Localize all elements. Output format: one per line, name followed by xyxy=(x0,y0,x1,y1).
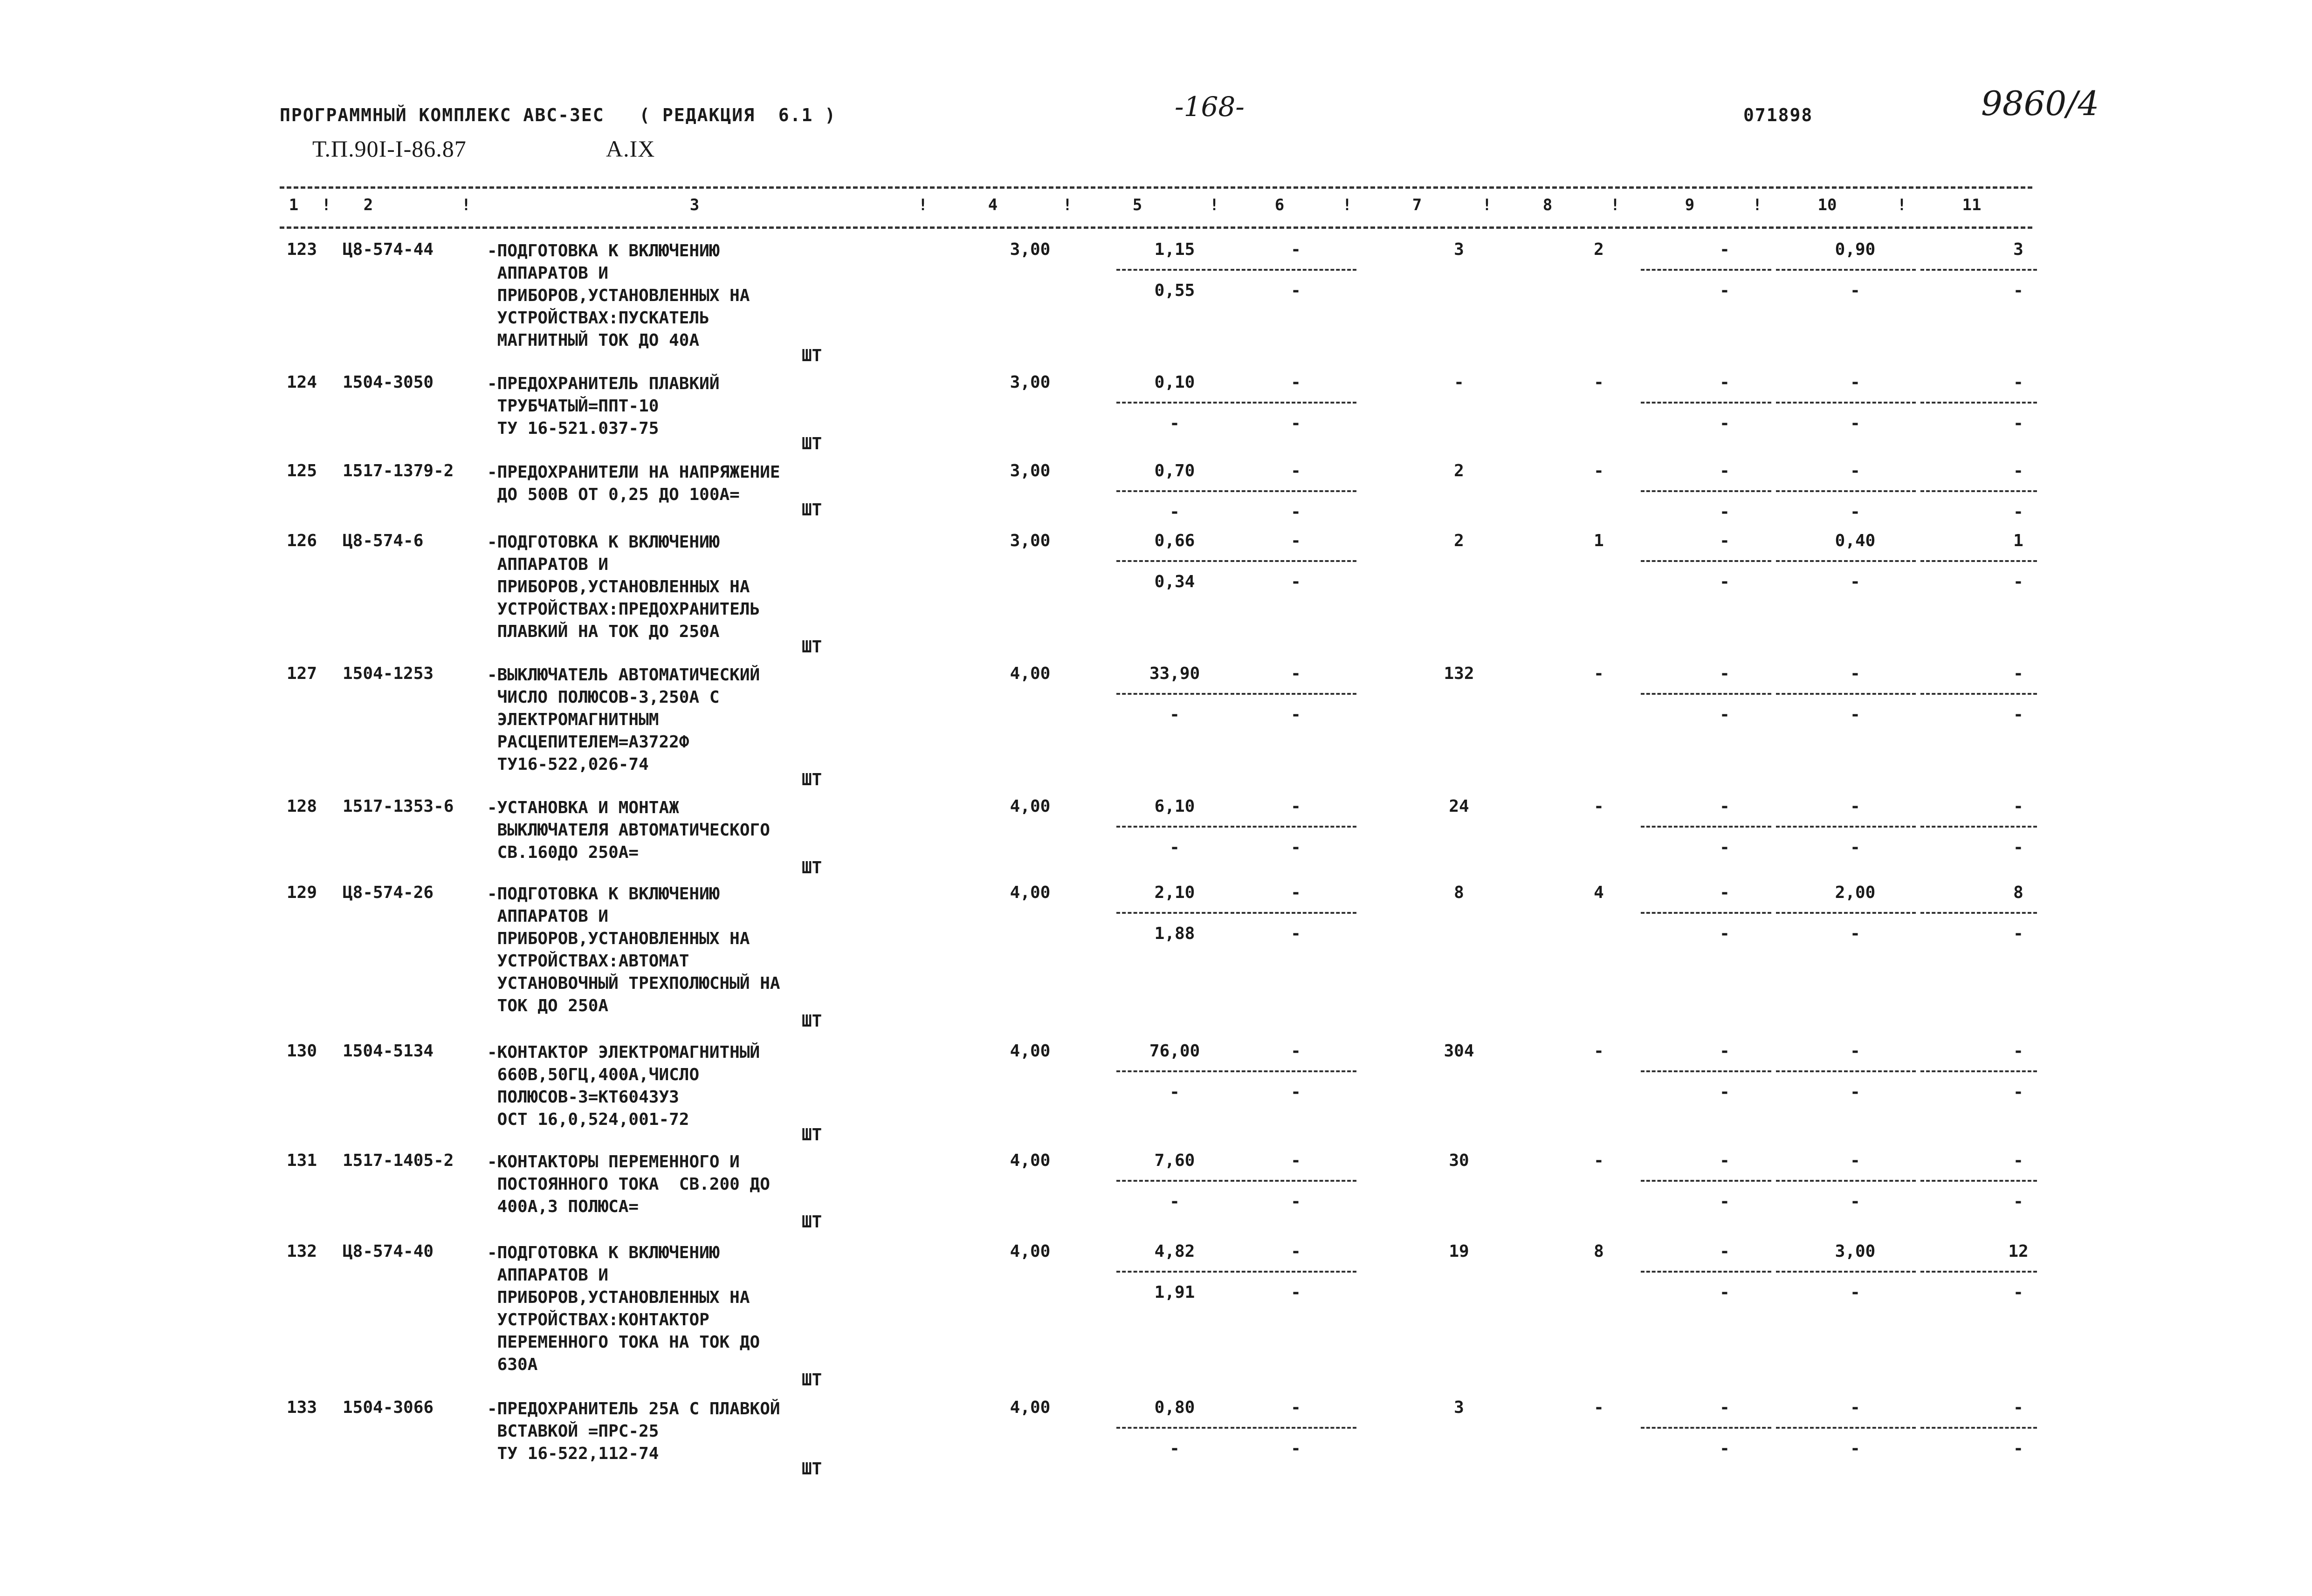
cell-col6-bottom: - xyxy=(1291,1192,1301,1211)
cell-col6-bottom: - xyxy=(1291,572,1301,591)
resource-code: Ц8-574-44 xyxy=(343,240,434,259)
cell-col10-bottom: - xyxy=(1850,838,1860,857)
cell-col7: 2 xyxy=(1454,531,1464,550)
cell-col9-top: - xyxy=(1720,240,1730,259)
cell-underline xyxy=(1920,826,2037,828)
row-number: 123 xyxy=(287,240,317,259)
table-top-rule xyxy=(280,186,2032,189)
resource-code: Ц8-574-40 xyxy=(343,1242,434,1261)
cell-underline xyxy=(1641,402,1771,404)
cell-col9-top: - xyxy=(1720,1151,1730,1170)
cell-col10-bottom: - xyxy=(1850,414,1860,433)
cell-underline xyxy=(1641,1271,1771,1273)
cell-col8: 2 xyxy=(1594,240,1604,259)
cell-col10-top: - xyxy=(1850,1151,1860,1170)
cell-col11-bottom: - xyxy=(2013,1192,2023,1211)
cell-underline xyxy=(1920,1427,2037,1429)
cell-col7: 24 xyxy=(1449,797,1469,816)
cell-col5-bottom: 1,91 xyxy=(1154,1283,1195,1302)
column-separator: ! xyxy=(461,196,471,214)
column-separator: ! xyxy=(1752,196,1762,214)
cell-col11-bottom: - xyxy=(2013,924,2023,943)
cell-col4: 4,00 xyxy=(1010,1041,1051,1061)
cell-col10-bottom: - xyxy=(1850,1192,1860,1211)
cell-col6-bottom: - xyxy=(1291,281,1301,300)
column-header-6: 6 xyxy=(1274,196,1285,214)
cell-underline xyxy=(1231,1427,1356,1429)
item-description: -ПОДГОТОВКА К ВКЛЮЧЕНИЮ АППАРАТОВ И ПРИБОРОВ,УСТАНОВЛЕННЫХ НА УСТРОЙСТВАХ:ПРЕДОХРАНИТЕЛЬ ПЛАВКИЙ НА ТОК ДО 250А xyxy=(487,533,760,641)
unit-label: ШТ xyxy=(802,858,822,877)
cell-col8: 4 xyxy=(1594,883,1604,902)
cell-col5-bottom: 1,88 xyxy=(1154,924,1195,943)
cell-col5-bottom: - xyxy=(1170,1439,1180,1458)
cell-col4: 3,00 xyxy=(1010,373,1051,392)
column-header-8: 8 xyxy=(1542,196,1553,214)
cell-col4: 3,00 xyxy=(1010,461,1051,480)
item-description: -КОНТАКТОР ЭЛЕКТРОМАГНИТНЫЙ 660В,50ГЦ,400А,ЧИСЛО ПОЛЮСОВ-3=КТ6043У3 ОСТ 16,0,524,001-72 xyxy=(487,1043,760,1129)
cell-col9-bottom: - xyxy=(1720,281,1730,300)
cell-col6-bottom: - xyxy=(1291,502,1301,521)
cell-col9-top: - xyxy=(1720,1398,1730,1417)
cell-col11-top: 1 xyxy=(2013,531,2023,550)
cell-col6-top: - xyxy=(1291,240,1301,259)
column-separator: ! xyxy=(1062,196,1073,214)
row-number: 130 xyxy=(287,1041,317,1061)
cell-col8: - xyxy=(1594,1151,1604,1170)
row-number: 133 xyxy=(287,1398,317,1417)
cell-col6-bottom: - xyxy=(1291,924,1301,943)
cell-col7: 8 xyxy=(1454,883,1464,902)
cell-col5-top: 4,82 xyxy=(1154,1242,1195,1261)
row-number: 127 xyxy=(287,664,317,683)
resource-code: 1517-1353-6 xyxy=(343,797,454,816)
item-description: -КОНТАКТОРЫ ПЕРЕМЕННОГО И ПОСТОЯННОГО ТОКА СВ.200 ДО 400А,3 ПОЛЮСА= xyxy=(487,1152,770,1216)
column-separator: ! xyxy=(918,196,928,214)
cell-underline xyxy=(1776,1070,1916,1072)
cell-underline xyxy=(1920,490,2037,492)
cell-underline xyxy=(1920,560,2037,562)
cell-underline xyxy=(1231,693,1356,695)
cell-col9-bottom: - xyxy=(1720,1192,1730,1211)
cell-col9-bottom: - xyxy=(1720,705,1730,724)
cell-col9-bottom: - xyxy=(1720,1082,1730,1102)
cell-col8: - xyxy=(1594,664,1604,683)
cell-col10-top: 3,00 xyxy=(1835,1242,1876,1261)
cell-col11-bottom: - xyxy=(2013,838,2023,857)
cell-col9-top: - xyxy=(1720,531,1730,550)
item-description: -ПРЕДОХРАНИТЕЛЬ ПЛАВКИЙ ТРУБЧАТЫЙ=ППТ-10 ТУ 16-521.037-75 xyxy=(487,374,720,438)
cell-col11-top: - xyxy=(2013,1041,2023,1061)
cell-col7: 19 xyxy=(1449,1242,1469,1261)
cell-col6-top: - xyxy=(1291,1242,1301,1261)
document-code: 071898 xyxy=(1743,105,1813,125)
cell-col7: - xyxy=(1454,373,1464,392)
cell-col10-top: - xyxy=(1850,664,1860,683)
cell-col11-top: - xyxy=(2013,1151,2023,1170)
cell-underline xyxy=(1776,402,1916,404)
cell-col6-bottom: - xyxy=(1291,414,1301,433)
cell-col10-top: 0,90 xyxy=(1835,240,1876,259)
cell-underline xyxy=(1776,560,1916,562)
cell-col9-top: - xyxy=(1720,664,1730,683)
cell-col7: 30 xyxy=(1449,1151,1469,1170)
resource-code: Ц8-574-26 xyxy=(343,883,434,902)
cell-col6-top: - xyxy=(1291,461,1301,480)
cell-underline xyxy=(1920,1271,2037,1273)
cell-col10-bottom: - xyxy=(1850,924,1860,943)
item-description: -ПРЕДОХРАНИТЕЛИ НА НАПРЯЖЕНИЕ ДО 500В ОТ 0,25 ДО 100А= xyxy=(487,463,780,504)
cell-col4: 3,00 xyxy=(1010,531,1051,550)
cell-underline xyxy=(1920,269,2037,271)
column-header-9: 9 xyxy=(1685,196,1695,214)
cell-col6-top: - xyxy=(1291,1151,1301,1170)
cell-col11-bottom: - xyxy=(2013,281,2023,300)
cell-underline xyxy=(1116,693,1228,695)
cell-col10-bottom: - xyxy=(1850,572,1860,591)
column-header-3: 3 xyxy=(689,196,700,214)
cell-underline xyxy=(1776,1427,1916,1429)
column-separator: ! xyxy=(321,196,331,214)
cell-col5-bottom: - xyxy=(1170,1192,1180,1211)
cell-underline xyxy=(1920,402,2037,404)
cell-col9-bottom: - xyxy=(1720,1439,1730,1458)
resource-code: 1504-3050 xyxy=(343,373,434,392)
cell-col11-bottom: - xyxy=(2013,572,2023,591)
row-number: 124 xyxy=(287,373,317,392)
cell-col9-bottom: - xyxy=(1720,1283,1730,1302)
resource-code: 1504-5134 xyxy=(343,1041,434,1061)
resource-code: 1504-3066 xyxy=(343,1398,434,1417)
cell-col5-top: 0,10 xyxy=(1154,373,1195,392)
cell-col5-top: 76,00 xyxy=(1149,1041,1200,1061)
column-header-11: 11 xyxy=(1962,196,1982,214)
cell-col10-bottom: - xyxy=(1850,1439,1860,1458)
unit-label: ШТ xyxy=(802,637,822,657)
cell-col6-bottom: - xyxy=(1291,1082,1301,1102)
cell-underline xyxy=(1116,1180,1228,1182)
cell-col5-top: 0,80 xyxy=(1154,1398,1195,1417)
cell-underline xyxy=(1920,912,2037,914)
column-header-10: 10 xyxy=(1817,196,1837,214)
cell-col4: 4,00 xyxy=(1010,883,1051,902)
unit-label: ШТ xyxy=(802,1125,822,1144)
table-header-rule xyxy=(280,226,2032,229)
cell-underline xyxy=(1116,402,1228,404)
cell-col10-bottom: - xyxy=(1850,1283,1860,1302)
cell-col10-top: - xyxy=(1850,797,1860,816)
cell-col5-bottom: - xyxy=(1170,502,1180,521)
cell-col4: 3,00 xyxy=(1010,240,1051,259)
cell-underline xyxy=(1920,1180,2037,1182)
cell-underline xyxy=(1231,912,1356,914)
cell-underline xyxy=(1116,1070,1228,1072)
cell-underline xyxy=(1116,826,1228,828)
cell-col8: 8 xyxy=(1594,1242,1604,1261)
cell-underline xyxy=(1641,1427,1771,1429)
cell-col8: - xyxy=(1594,797,1604,816)
unit-label: ШТ xyxy=(802,1370,822,1390)
item-description: -ПРЕДОХРАНИТЕЛЬ 25А С ПЛАВКОЙ ВСТАВКОЙ =ПРС-25 ТУ 16-522,112-74 xyxy=(487,1399,780,1463)
item-description: -ПОДГОТОВКА К ВКЛЮЧЕНИЮ АППАРАТОВ И ПРИБОРОВ,УСТАНОВЛЕННЫХ НА УСТРОЙСТВАХ:АВТОМАТ УСТАНОВОЧНЫЙ ТРЕХПОЛЮСНЫЙ НА ТОК ДО 250А xyxy=(487,884,780,1015)
cell-col5-bottom: 0,55 xyxy=(1154,281,1195,300)
column-separator: ! xyxy=(1482,196,1492,214)
cell-col11-bottom: - xyxy=(2013,414,2023,433)
cell-col11-bottom: - xyxy=(2013,1283,2023,1302)
resource-code: 1504-1253 xyxy=(343,664,434,683)
unit-label: ШТ xyxy=(802,346,822,365)
cell-col10-top: 0,40 xyxy=(1835,531,1876,550)
cell-underline xyxy=(1116,1427,1228,1429)
cell-underline xyxy=(1641,490,1771,492)
cell-underline xyxy=(1776,1271,1916,1273)
column-separator: ! xyxy=(1897,196,1907,214)
cell-col5-bottom: - xyxy=(1170,838,1180,857)
column-header-7: 7 xyxy=(1412,196,1422,214)
cell-col6-bottom: - xyxy=(1291,705,1301,724)
unit-label: ШТ xyxy=(802,1212,822,1232)
cell-underline xyxy=(1641,826,1771,828)
cell-col9-bottom: - xyxy=(1720,838,1730,857)
cell-col6-top: - xyxy=(1291,1041,1301,1061)
cell-col8: - xyxy=(1594,461,1604,480)
unit-label: ШТ xyxy=(802,1459,822,1479)
column-header-1: 1 xyxy=(289,196,299,214)
cell-underline xyxy=(1231,490,1356,492)
unit-label: ШТ xyxy=(802,770,822,789)
cell-underline xyxy=(1231,826,1356,828)
cell-underline xyxy=(1641,560,1771,562)
cell-col9-top: - xyxy=(1720,1041,1730,1061)
column-separator: ! xyxy=(1342,196,1352,214)
cell-col10-top: - xyxy=(1850,1041,1860,1061)
item-description: -ПОДГОТОВКА К ВКЛЮЧЕНИЮ АППАРАТОВ И ПРИБОРОВ,УСТАНОВЛЕННЫХ НА УСТРОЙСТВАХ:КОНТАКТОР ПЕРЕМЕННОГО ТОКА НА ТОК ДО 630А xyxy=(487,1243,760,1374)
cell-underline xyxy=(1231,1070,1356,1072)
cell-col9-bottom: - xyxy=(1720,502,1730,521)
cell-col11-bottom: - xyxy=(2013,705,2023,724)
cell-col5-top: 7,60 xyxy=(1154,1151,1195,1170)
column-header-5: 5 xyxy=(1132,196,1142,214)
row-number: 128 xyxy=(287,797,317,816)
cell-underline xyxy=(1116,490,1228,492)
cell-col5-top: 0,66 xyxy=(1154,531,1195,550)
cell-underline xyxy=(1776,269,1916,271)
cell-col7: 3 xyxy=(1454,240,1464,259)
cell-col11-top: 12 xyxy=(2008,1242,2029,1261)
cell-underline xyxy=(1776,490,1916,492)
cell-underline xyxy=(1641,1180,1771,1182)
cell-col9-bottom: - xyxy=(1720,572,1730,591)
cell-col11-top: - xyxy=(2013,461,2023,480)
cell-underline xyxy=(1920,1070,2037,1072)
cell-col4: 4,00 xyxy=(1010,1151,1051,1170)
cell-col8: 1 xyxy=(1594,531,1604,550)
cell-underline xyxy=(1116,269,1228,271)
cell-col9-top: - xyxy=(1720,373,1730,392)
cell-col5-bottom: - xyxy=(1170,1082,1180,1102)
cell-col5-top: 0,70 xyxy=(1154,461,1195,480)
cell-underline xyxy=(1776,693,1916,695)
cell-col6-top: - xyxy=(1291,1398,1301,1417)
column-separator: ! xyxy=(1610,196,1620,214)
item-description: -ПОДГОТОВКА К ВКЛЮЧЕНИЮ АППАРАТОВ И ПРИБОРОВ,УСТАНОВЛЕННЫХ НА УСТРОЙСТВАХ:ПУСКАТЕЛЬ МАГНИТНЫЙ ТОК ДО 40А xyxy=(487,241,750,350)
cell-col9-top: - xyxy=(1720,461,1730,480)
cell-col11-top: 8 xyxy=(2013,883,2023,902)
cell-col6-top: - xyxy=(1291,797,1301,816)
cell-col6-top: - xyxy=(1291,664,1301,683)
cell-col11-bottom: - xyxy=(2013,1082,2023,1102)
column-header-2: 2 xyxy=(363,196,373,214)
cell-col6-top: - xyxy=(1291,531,1301,550)
cell-underline xyxy=(1231,560,1356,562)
cell-col11-top: - xyxy=(2013,373,2023,392)
project-code: Т.П.90I-I-86.87 xyxy=(312,136,467,162)
cell-underline xyxy=(1116,912,1228,914)
cell-col10-top: - xyxy=(1850,373,1860,392)
cell-col11-top: - xyxy=(2013,664,2023,683)
cell-col10-bottom: - xyxy=(1850,1082,1860,1102)
item-description: -ВЫКЛЮЧАТЕЛЬ АВТОМАТИЧЕСКИЙ ЧИСЛО ПОЛЮСОВ-3,250А С ЭЛЕКТРОМАГНИТНЫМ РАСЦЕПИТЕЛЕМ=А3722Ф ТУ16-522,026-74 xyxy=(487,665,760,774)
cell-col9-top: - xyxy=(1720,1242,1730,1261)
cell-underline xyxy=(1920,693,2037,695)
cell-underline xyxy=(1116,560,1228,562)
album-number: А.IX xyxy=(606,136,655,162)
cell-underline xyxy=(1231,1180,1356,1182)
row-number: 131 xyxy=(287,1151,317,1170)
cell-underline xyxy=(1776,826,1916,828)
cell-col5-top: 6,10 xyxy=(1154,797,1195,816)
cell-col9-top: - xyxy=(1720,883,1730,902)
resource-code: 1517-1379-2 xyxy=(343,461,454,480)
column-header-4: 4 xyxy=(988,196,998,214)
cell-col9-bottom: - xyxy=(1720,924,1730,943)
cell-underline xyxy=(1116,1271,1228,1273)
cell-col11-top: - xyxy=(2013,797,2023,816)
cell-underline xyxy=(1231,402,1356,404)
cell-col5-top: 33,90 xyxy=(1149,664,1200,683)
cell-col8: - xyxy=(1594,373,1604,392)
cell-col4: 4,00 xyxy=(1010,1242,1051,1261)
cell-col9-bottom: - xyxy=(1720,414,1730,433)
cell-col5-bottom: 0,34 xyxy=(1154,572,1195,591)
cell-col6-top: - xyxy=(1291,883,1301,902)
cell-col6-bottom: - xyxy=(1291,1439,1301,1458)
resource-code: Ц8-574-6 xyxy=(343,531,424,550)
cell-underline xyxy=(1641,269,1771,271)
document-number: 9860/4 xyxy=(1981,84,2099,123)
cell-col10-top: 2,00 xyxy=(1835,883,1876,902)
unit-label: ШТ xyxy=(802,434,822,453)
cell-underline xyxy=(1641,1070,1771,1072)
cell-col6-top: - xyxy=(1291,373,1301,392)
cell-col11-top: 3 xyxy=(2013,240,2023,259)
cell-col10-top: - xyxy=(1850,1398,1860,1417)
cell-col5-bottom: - xyxy=(1170,414,1180,433)
cell-col8: - xyxy=(1594,1398,1604,1417)
cell-col7: 2 xyxy=(1454,461,1464,480)
row-number: 125 xyxy=(287,461,317,480)
cell-col10-bottom: - xyxy=(1850,502,1860,521)
unit-label: ШТ xyxy=(802,500,822,520)
unit-label: ШТ xyxy=(802,1012,822,1031)
cell-underline xyxy=(1776,1180,1916,1182)
cell-underline xyxy=(1641,912,1771,914)
cell-col4: 4,00 xyxy=(1010,1398,1051,1417)
cell-col9-top: - xyxy=(1720,797,1730,816)
row-number: 126 xyxy=(287,531,317,550)
resource-code: 1517-1405-2 xyxy=(343,1151,454,1170)
cell-col11-bottom: - xyxy=(2013,1439,2023,1458)
program-title: ПРОГРАММНЫЙ КОМПЛЕКС АВС-3ЕС ( РЕДАКЦИЯ 6.1 ) xyxy=(280,105,837,125)
page-mark: -168- xyxy=(1175,91,1245,123)
cell-underline xyxy=(1231,269,1356,271)
item-description: -УСТАНОВКА И МОНТАЖ ВЫКЛЮЧАТЕЛЯ АВТОМАТИЧЕСКОГО СВ.160ДО 250А= xyxy=(487,798,770,862)
cell-col10-bottom: - xyxy=(1850,281,1860,300)
cell-col4: 4,00 xyxy=(1010,664,1051,683)
cell-col5-top: 1,15 xyxy=(1154,240,1195,259)
cell-col6-bottom: - xyxy=(1291,1283,1301,1302)
cell-col5-top: 2,10 xyxy=(1154,883,1195,902)
cell-col8: - xyxy=(1594,1041,1604,1061)
cell-underline xyxy=(1776,912,1916,914)
cell-col7: 3 xyxy=(1454,1398,1464,1417)
cell-col7: 132 xyxy=(1444,664,1474,683)
cell-col4: 4,00 xyxy=(1010,797,1051,816)
cell-underline xyxy=(1231,1271,1356,1273)
cell-col6-bottom: - xyxy=(1291,838,1301,857)
cell-col10-top: - xyxy=(1850,461,1860,480)
column-separator: ! xyxy=(1209,196,1219,214)
cell-col5-bottom: - xyxy=(1170,705,1180,724)
cell-col10-bottom: - xyxy=(1850,705,1860,724)
row-number: 129 xyxy=(287,883,317,902)
row-number: 132 xyxy=(287,1242,317,1261)
cell-col11-top: - xyxy=(2013,1398,2023,1417)
cell-col11-bottom: - xyxy=(2013,502,2023,521)
cell-col7: 304 xyxy=(1444,1041,1474,1061)
cell-underline xyxy=(1641,693,1771,695)
